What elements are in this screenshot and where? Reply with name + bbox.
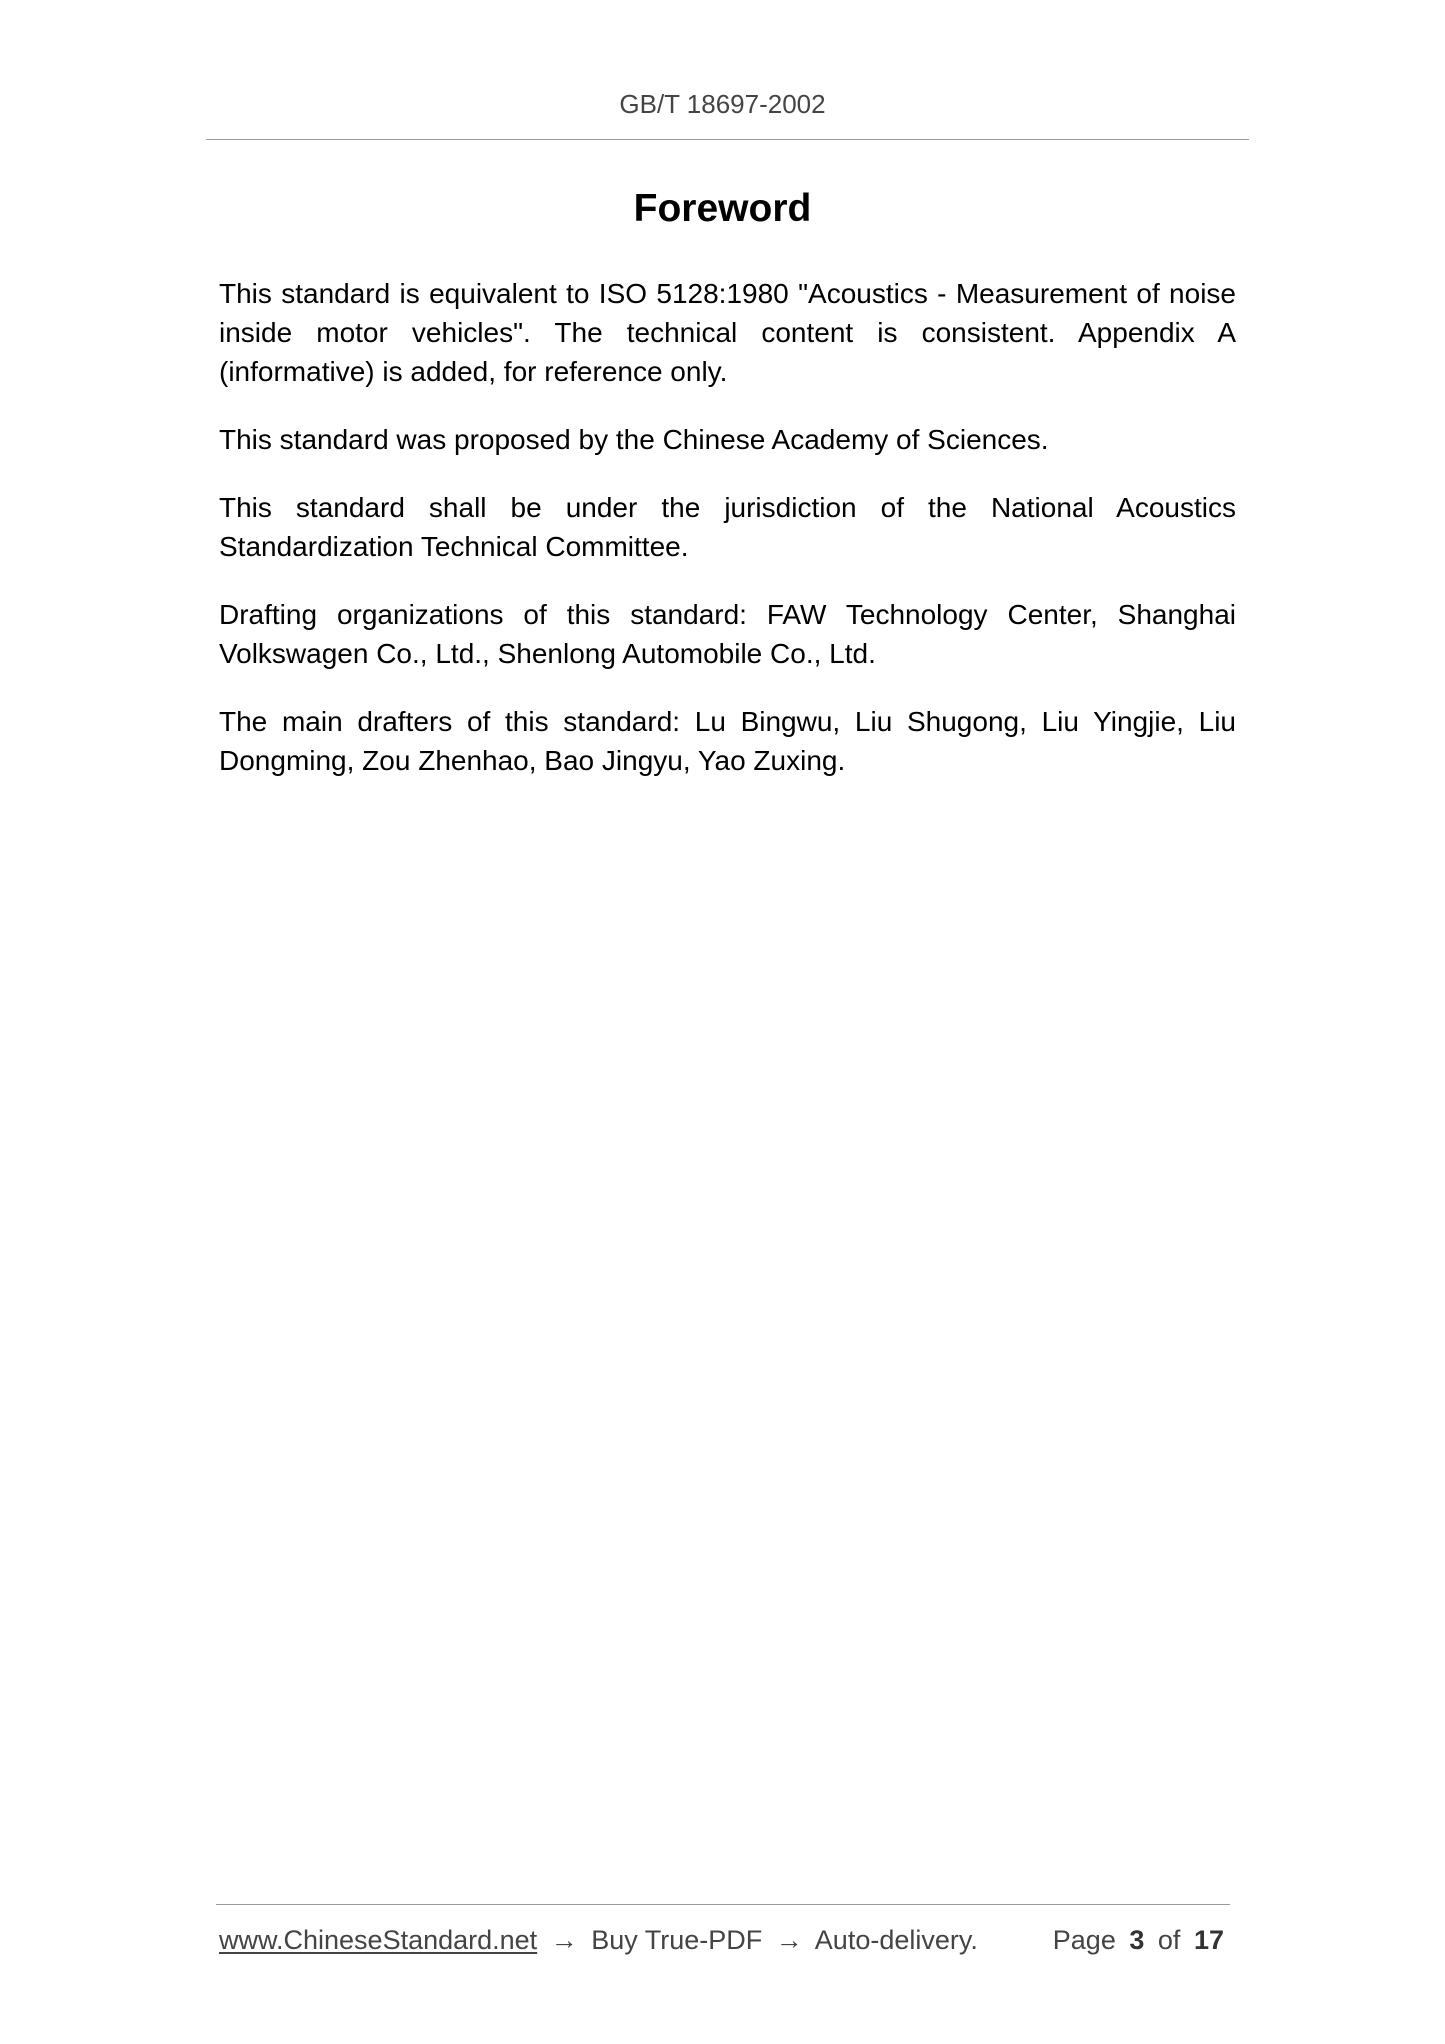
page-of-label: of [1157, 1925, 1181, 1955]
page-label: Page [1052, 1925, 1116, 1955]
total-pages: 17 [1193, 1925, 1224, 1955]
website-link[interactable]: www.ChineseStandard.net [219, 1925, 538, 1955]
auto-delivery-text: Auto-delivery. [814, 1925, 978, 1955]
footer-divider [216, 1904, 1230, 1905]
page-footer [219, 1921, 1231, 1961]
paragraph: This standard was proposed by the Chinese Academy of Sciences. [219, 424, 1049, 455]
foreword-body [219, 274, 1236, 809]
buy-pdf-text: Buy True-PDF [591, 1925, 763, 1955]
arrow-right-icon: → [550, 1925, 578, 1955]
running-header: GB/T 18697-2002 [619, 89, 826, 119]
current-page: 3 [1129, 1925, 1145, 1955]
page-number [1053, 1921, 1224, 1959]
paragraph: The main drafters of this standard: Lu Bingwu, Liu Shugong, Liu Yingjie, Liu Dongming, Zou Zhenhao, Bao Jingyu, Yao Zuxing. [219, 706, 1236, 776]
footer-promo [219, 1921, 978, 1959]
paragraph: This standard is equivalent to ISO 5128:1980 "Acoustics - Measurement of noise inside motor vehicles". The technical content is consistent. Appendix A (informative) is added, for reference only. [219, 278, 1236, 387]
arrow-right-icon: → [775, 1925, 803, 1955]
paragraph: This standard shall be under the jurisdiction of the National Acoustics Standardization Technical Committee. [219, 492, 1236, 562]
header-divider [206, 139, 1249, 140]
section-title: Foreword [633, 187, 812, 230]
paragraph: Drafting organizations of this standard: FAW Technology Center, Shanghai Volkswagen Co., Ltd., Shenlong Automobile Co., Ltd. [219, 599, 1236, 669]
